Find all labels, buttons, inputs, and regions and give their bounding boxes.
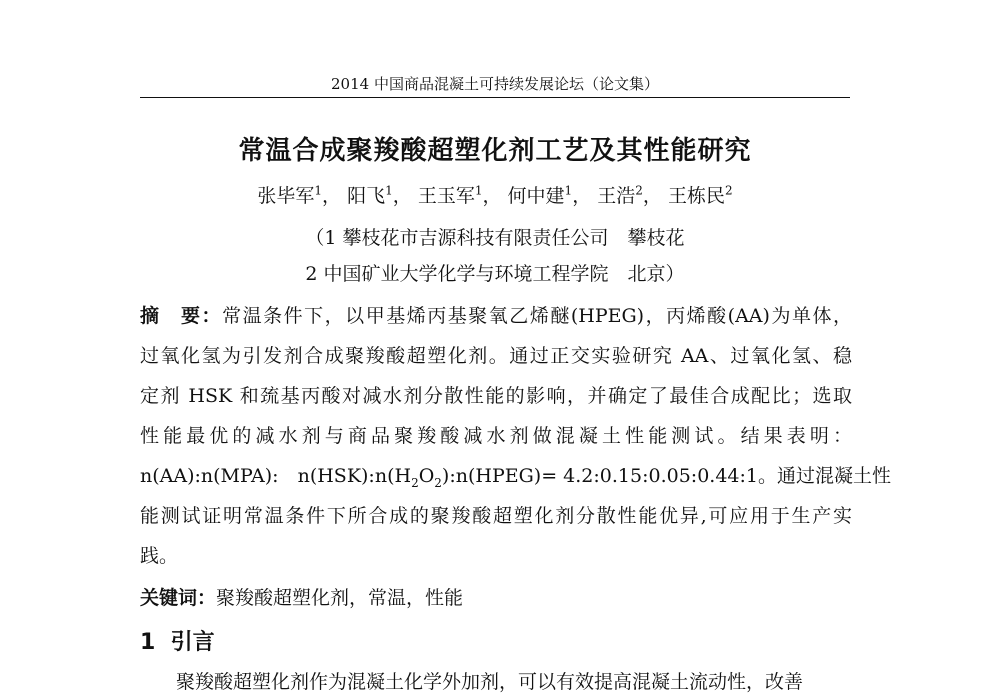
intro-paragraph-partial: 聚羧酸超塑化剂作为混凝土化学外加剂，可以有效提高混凝土流动性，改善 — [176, 671, 804, 693]
section-title: 引言 — [170, 630, 215, 655]
affiliation-mark: 1 — [385, 183, 393, 198]
author-name: 阳飞 — [347, 185, 386, 207]
affiliation-mark: 2 — [635, 183, 643, 198]
author-separator: ， — [482, 185, 502, 207]
formula-subscript: 2 — [411, 475, 419, 490]
author — [668, 185, 733, 207]
affiliation-line-2: 2 中国矿业大学化学与环境工程学院 北京） — [305, 263, 685, 285]
abstract-line: 能测试证明常温条件下所合成的聚羧酸超塑化剂分散性能优异,可应用于生产实 — [140, 505, 852, 527]
keywords-line — [140, 584, 852, 612]
author-separator: ， — [642, 185, 662, 207]
abstract-line: 践。 — [140, 545, 179, 567]
affiliation-mark: 1 — [314, 183, 323, 198]
author-name: 张毕军 — [257, 185, 315, 207]
affiliation-mark: 1 — [564, 183, 573, 198]
author — [347, 185, 412, 207]
keywords-value: 聚羧酸超塑化剂，常温，性能 — [216, 587, 464, 609]
author-name: 王栋民 — [667, 185, 725, 207]
affiliation-mark: 1 — [474, 183, 483, 198]
header-rule — [140, 97, 850, 98]
author — [257, 185, 341, 207]
author-name: 何中建 — [507, 185, 565, 207]
author-separator: ， — [322, 185, 342, 207]
formula-text: O — [418, 465, 435, 487]
paper-title: 常温合成聚羧酸超塑化剂工艺及其性能研究 — [238, 136, 752, 166]
abstract-line: 定剂 HSK 和巯基丙酸对减水剂分散性能的影响，并确定了最佳合成配比；选取 — [140, 385, 852, 407]
abstract-line — [140, 302, 852, 330]
author-name: 王浩 — [597, 185, 636, 207]
author-separator: ， — [392, 185, 412, 207]
author — [508, 185, 592, 207]
affiliation-line-1: （1 攀枝花市吉源科技有限责任公司 攀枝花 — [305, 227, 685, 249]
formula-subscript: 2 — [434, 475, 442, 490]
abstract-label: 摘 要： — [140, 305, 223, 327]
section-number: 1 — [140, 630, 156, 655]
abstract-line: 性能最优的减水剂与商品聚羧酸减水剂做混凝土性能测试。结果表明： — [140, 425, 852, 447]
author-list — [140, 182, 850, 210]
affiliation-mark: 2 — [724, 183, 733, 198]
author-separator: ， — [572, 185, 592, 207]
section-heading — [140, 628, 215, 658]
running-head: 2014 中国商品混凝土可持续发展论坛（论文集） — [331, 75, 659, 93]
keywords-label: 关键词： — [140, 587, 217, 609]
abstract-text: 常温条件下，以甲基烯丙基聚氧乙烯醚(HPEG)，丙烯酸(AA)为单体， — [222, 305, 852, 327]
abstract-line: 过氧化氢为引发剂合成聚羧酸超塑化剂。通过正交实验研究 AA、过氧化氢、稳 — [140, 345, 852, 367]
author — [597, 185, 662, 207]
author-name: 王玉军 — [417, 185, 475, 207]
formula-text: n(AA):n(MPA): n(HSK):n(H — [140, 465, 412, 487]
formula-text: ):n(HPEG)= 4.2:0.15:0.05:0.44:1。通过混凝土性 — [441, 465, 891, 487]
author — [418, 185, 502, 207]
abstract-formula-line — [140, 462, 891, 490]
